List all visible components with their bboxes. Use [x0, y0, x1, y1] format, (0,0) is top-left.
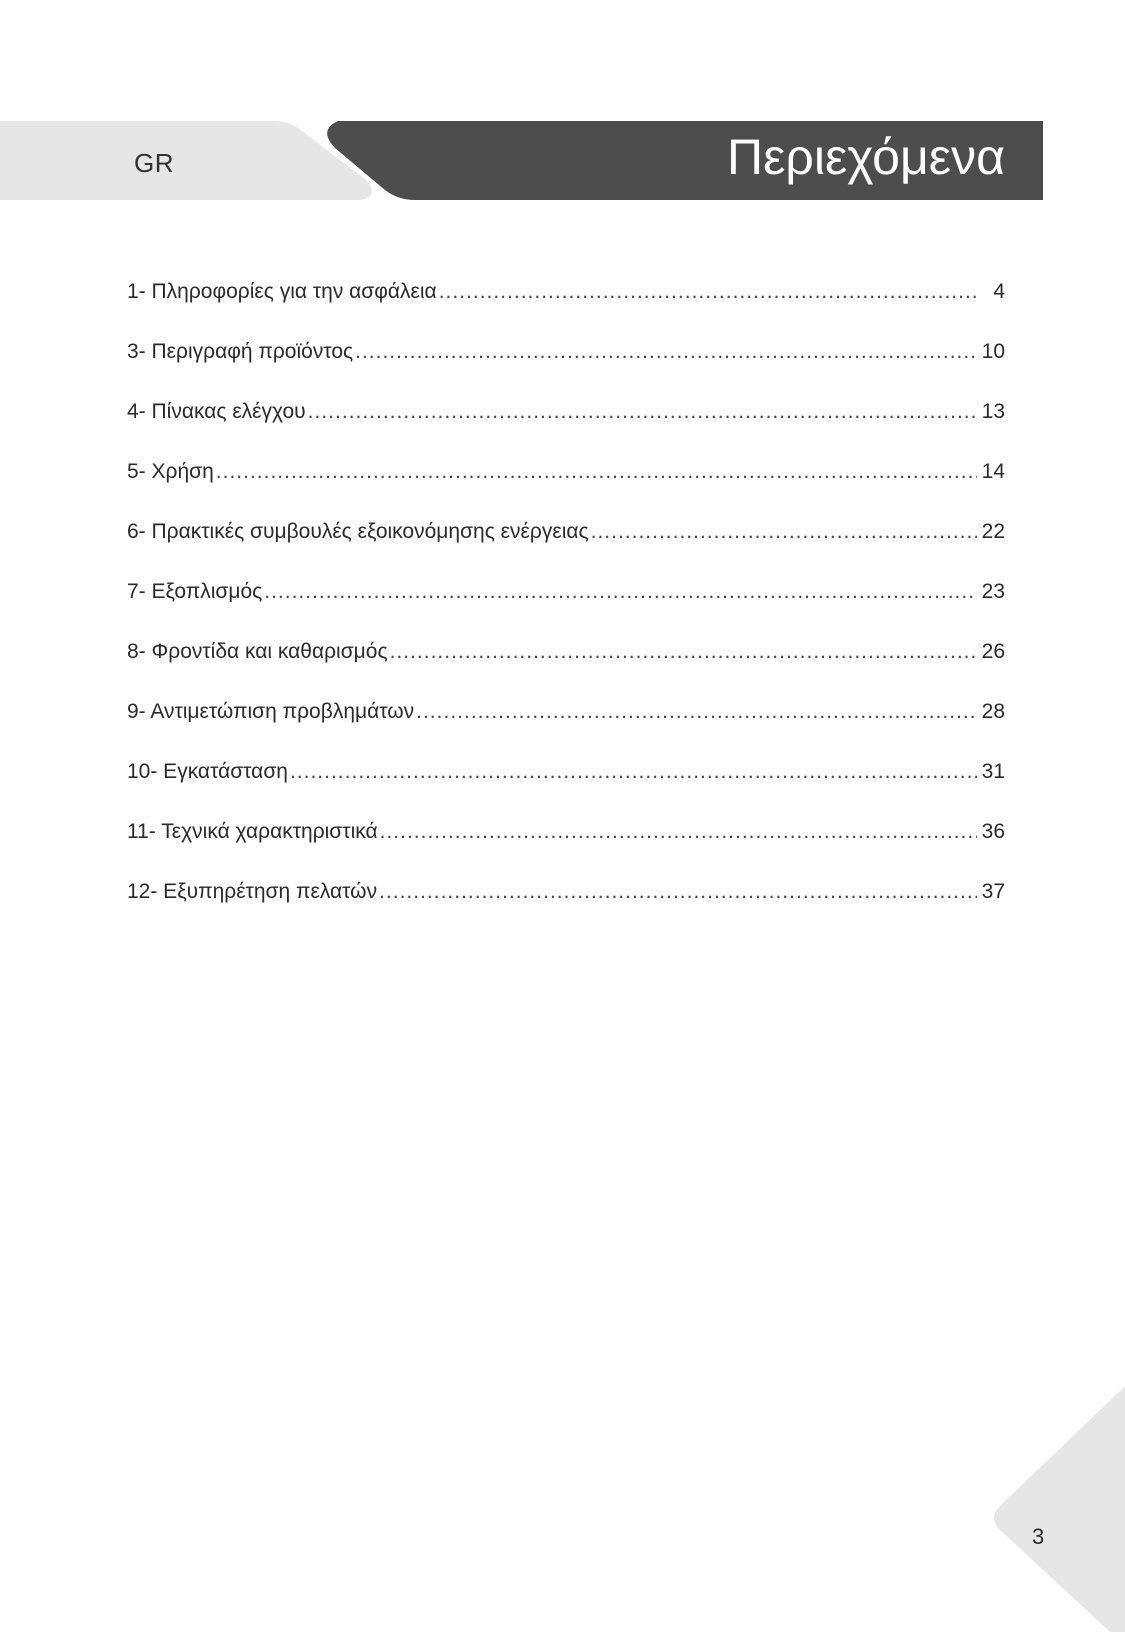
toc-entry-page: 10 — [981, 340, 1005, 363]
toc-entry-4[interactable] — [127, 400, 1005, 460]
page-number: 3 — [1032, 1524, 1045, 1549]
toc-dot-leader — [439, 280, 977, 304]
toc-dot-leader — [390, 640, 977, 664]
toc-dot-leader — [416, 700, 977, 724]
page-title: Περιεχόμενα — [727, 129, 1005, 185]
toc-dot-leader — [308, 400, 977, 424]
toc-dot-leader — [355, 340, 977, 364]
toc-entry-label: 1- Πληροφορίες για την ασφάλεια — [127, 280, 437, 303]
toc-entry-label: 8- Φροντίδα και καθαρισμός — [127, 640, 388, 663]
toc-dot-leader — [380, 820, 977, 844]
table-of-contents — [127, 280, 1005, 940]
toc-dot-leader — [264, 580, 977, 604]
toc-entry-1[interactable] — [127, 280, 1005, 340]
toc-entry-page: 28 — [981, 700, 1005, 723]
toc-entry-label: 10- Εγκατάσταση — [127, 760, 288, 783]
toc-entry-page: 14 — [981, 460, 1005, 483]
toc-entry-6[interactable] — [127, 520, 1005, 580]
toc-entry-7[interactable] — [127, 580, 1005, 640]
toc-entry-11[interactable] — [127, 820, 1005, 880]
toc-entry-page: 22 — [981, 520, 1005, 543]
toc-entry-label: 6- Πρακτικές συμβουλές εξοικονόμησης ενέργειας — [127, 520, 589, 543]
toc-entry-page: 4 — [993, 280, 1005, 303]
toc-entry-label: 11- Τεχνικά χαρακτηριστικά — [127, 820, 378, 843]
corner-page-tab — [994, 1386, 1125, 1632]
toc-entry-12[interactable] — [127, 880, 1005, 940]
toc-entry-label: 3- Περιγραφή προϊόντος — [127, 340, 354, 363]
toc-dot-leader — [290, 760, 977, 784]
toc-entry-page: 23 — [981, 580, 1005, 603]
toc-entry-page: 13 — [981, 400, 1005, 423]
language-code: GR — [134, 148, 174, 178]
toc-entry-page: 37 — [981, 880, 1005, 903]
toc-entry-label: 5- Χρήση — [127, 460, 214, 483]
toc-dot-leader — [216, 460, 977, 484]
toc-entry-page: 36 — [981, 820, 1005, 843]
toc-dot-leader — [591, 520, 977, 544]
toc-entry-8[interactable] — [127, 640, 1005, 700]
toc-entry-label: 4- Πίνακας ελέγχου — [127, 400, 306, 423]
toc-entry-label: 12- Εξυπηρέτηση πελατών — [127, 880, 378, 903]
toc-entry-page: 31 — [981, 760, 1005, 783]
toc-entry-page: 26 — [981, 640, 1005, 663]
toc-entry-10[interactable] — [127, 760, 1005, 820]
toc-entry-label: 9- Αντιμετώπιση προβλημάτων — [127, 700, 415, 723]
toc-entry-label: 7- Εξοπλισμός — [127, 580, 263, 603]
header-light-tab — [0, 121, 372, 200]
toc-entry-5[interactable] — [127, 460, 1005, 520]
toc-entry-3[interactable] — [127, 340, 1005, 400]
toc-dot-leader — [379, 880, 977, 904]
toc-entry-9[interactable] — [127, 700, 1005, 760]
